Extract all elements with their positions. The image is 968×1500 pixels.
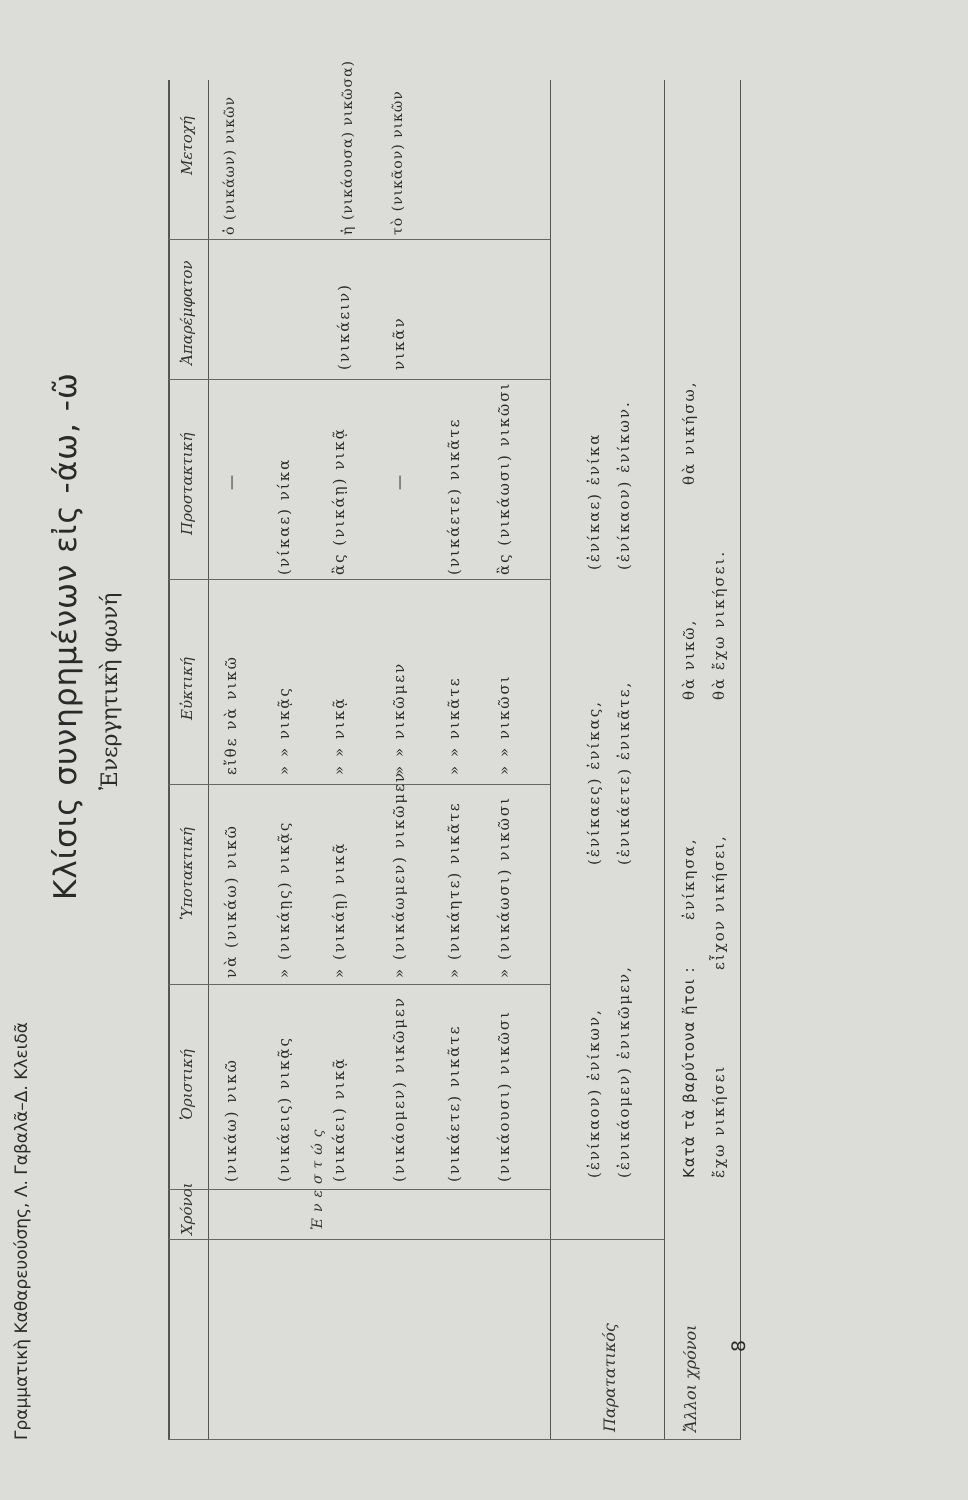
table-top-rule <box>168 80 170 1440</box>
col-divider-3 <box>168 984 550 985</box>
paratatikos-1a: (ἐνίκαον) ἐνίκων, <box>585 1008 603 1178</box>
paratatikos-1b: (ἐνικάομεν) ἐνικῶμεν, <box>615 965 633 1178</box>
cell-euktiki-6: » » νικῶσι <box>495 674 513 775</box>
alloi-2a: ἔχω νικήσει <box>710 1064 728 1178</box>
alloi-1c: θὰ νικῶ, <box>680 618 698 700</box>
cell-euktiki-3: » » νικᾷ <box>330 696 348 775</box>
col-divider-4 <box>168 784 550 785</box>
rotated-content <box>40 0 780 1440</box>
cell-euktiki-1: εἴθε νὰ νικῶ <box>222 655 240 775</box>
alloi-1a: Κατὰ τὰ βαρύτονα ἤτοι : <box>680 966 698 1178</box>
cell-metochi-2: ἡ (νικάουσα) νικῶσα) <box>340 59 356 235</box>
cell-aparemfaton-2: νικᾶν <box>390 316 408 370</box>
cell-oristiki-6: (νικάουσι) νικῶσι <box>495 1010 513 1182</box>
cell-ypotaktiki-2: » (νικάῃς) νικᾷς <box>275 820 293 978</box>
cell-aparemfaton-1: (νικάειν) <box>335 283 353 370</box>
col-divider-6 <box>168 379 550 380</box>
alloi-bottom-rule <box>740 80 741 1440</box>
alloi-label: Ἄλλοι χρόνοι <box>681 1324 700 1432</box>
cell-oristiki-2: (νικάεις) νικᾷς <box>275 1036 293 1182</box>
cell-prostaktiki-3: ἂς (νικάῃ) νικᾷ <box>330 427 348 575</box>
cell-ypotaktiki-6: » (νικάωσι) νικῶσι <box>495 795 513 978</box>
header-aparemfaton: Ἀπαρέμφατον <box>178 260 196 365</box>
header-euktiki: Εὐκτική <box>178 657 196 720</box>
col-divider-7 <box>168 239 550 240</box>
cell-metochi-1: ὁ (νικάων) νικῶν <box>222 95 238 235</box>
alloi-1b: ἐνίκησα, <box>680 837 698 920</box>
paratatikos-3b: (ἐνίκαον) ἐνίκων. <box>615 400 633 570</box>
table-header-rule <box>208 80 209 1440</box>
cell-prostaktiki-5: (νικάετε) νικᾶτε <box>445 417 463 575</box>
cell-ypotaktiki-1: νὰ (νικάω) νικῶ <box>222 824 240 978</box>
tense-label-enestos: Ἐνεστώς <box>310 1123 326 1230</box>
col-divider-left <box>168 1439 740 1440</box>
page-title: Κλίσις συνηρημένων εἰς -άω, -ῶ <box>48 372 84 900</box>
table-bottom-rule <box>550 80 551 1440</box>
cell-prostaktiki-6: ἂς (νικάωσι) νικῶσι <box>495 381 513 575</box>
paratatikos-label: Παρατατικός <box>600 1323 619 1432</box>
cell-prostaktiki-4: — <box>390 473 408 490</box>
header-prostaktiki: Προστακτική <box>178 432 196 535</box>
page-subtitle: Ἐνεργητικὴ φωνή <box>98 592 123 790</box>
header-chronoi: Χρόνοι <box>178 1182 196 1235</box>
alloi-2c: θὰ ἔχω νικήσει. <box>710 549 728 700</box>
cell-ypotaktiki-5: » (νικάητε) νικᾶτε <box>445 801 463 978</box>
cell-oristiki-5: (νικάετε) νικᾶτε <box>445 1024 463 1182</box>
cell-euktiki-5: » » νικᾶτε <box>445 676 463 775</box>
cell-ypotaktiki-3: » (νικάῃ) νικᾷ <box>330 841 348 978</box>
header-ypotaktiki: Ὑποτακτική <box>178 827 196 920</box>
header-metochi: Μετοχή <box>178 116 196 175</box>
cell-euktiki-2: » » νικᾷς <box>275 686 293 775</box>
cell-prostaktiki-2: (νίκαε) νίκα <box>275 457 293 575</box>
publisher-credit: Γραμματικὴ Καθαρευούσης, Λ. Γαβαλᾶ–Δ. Κλειδᾶ <box>12 1022 32 1440</box>
col-divider-5 <box>168 579 550 580</box>
paratatikos-3a: (ἐνίκαε) ἐνίκα <box>585 432 603 570</box>
cell-oristiki-1: (νικάω) νικῶ <box>222 1058 240 1182</box>
cell-oristiki-4: (νικάομεν) νικῶμεν <box>390 996 408 1182</box>
cell-prostaktiki-1: — <box>222 473 240 490</box>
alloi-2b: εἶχον νικήσει, <box>710 834 728 970</box>
cell-oristiki-3: (νικάει) νικᾷ <box>330 1056 348 1182</box>
cell-ypotaktiki-4: » (νικάωμεν) νικῶμεν <box>390 770 408 978</box>
col-divider-1 <box>168 1239 664 1240</box>
header-oristiki: Ὁριστική <box>178 1049 196 1120</box>
paratatikos-2b: (ἐνικάετε) ἐνικᾶτε, <box>615 680 633 865</box>
paratatikos-2a: (ἐνίκαες) ἐνίκας, <box>585 700 603 865</box>
paratatikos-bottom-rule <box>664 80 665 1440</box>
cell-metochi-3: τὸ (νικᾶον) νικῶν <box>390 90 406 235</box>
cell-euktiki-4: » » νικῶμεν <box>390 661 408 775</box>
page-number: 8 <box>728 1339 750 1352</box>
col-divider-2 <box>168 1189 550 1190</box>
alloi-1d: θὰ νικήσω, <box>680 380 698 485</box>
